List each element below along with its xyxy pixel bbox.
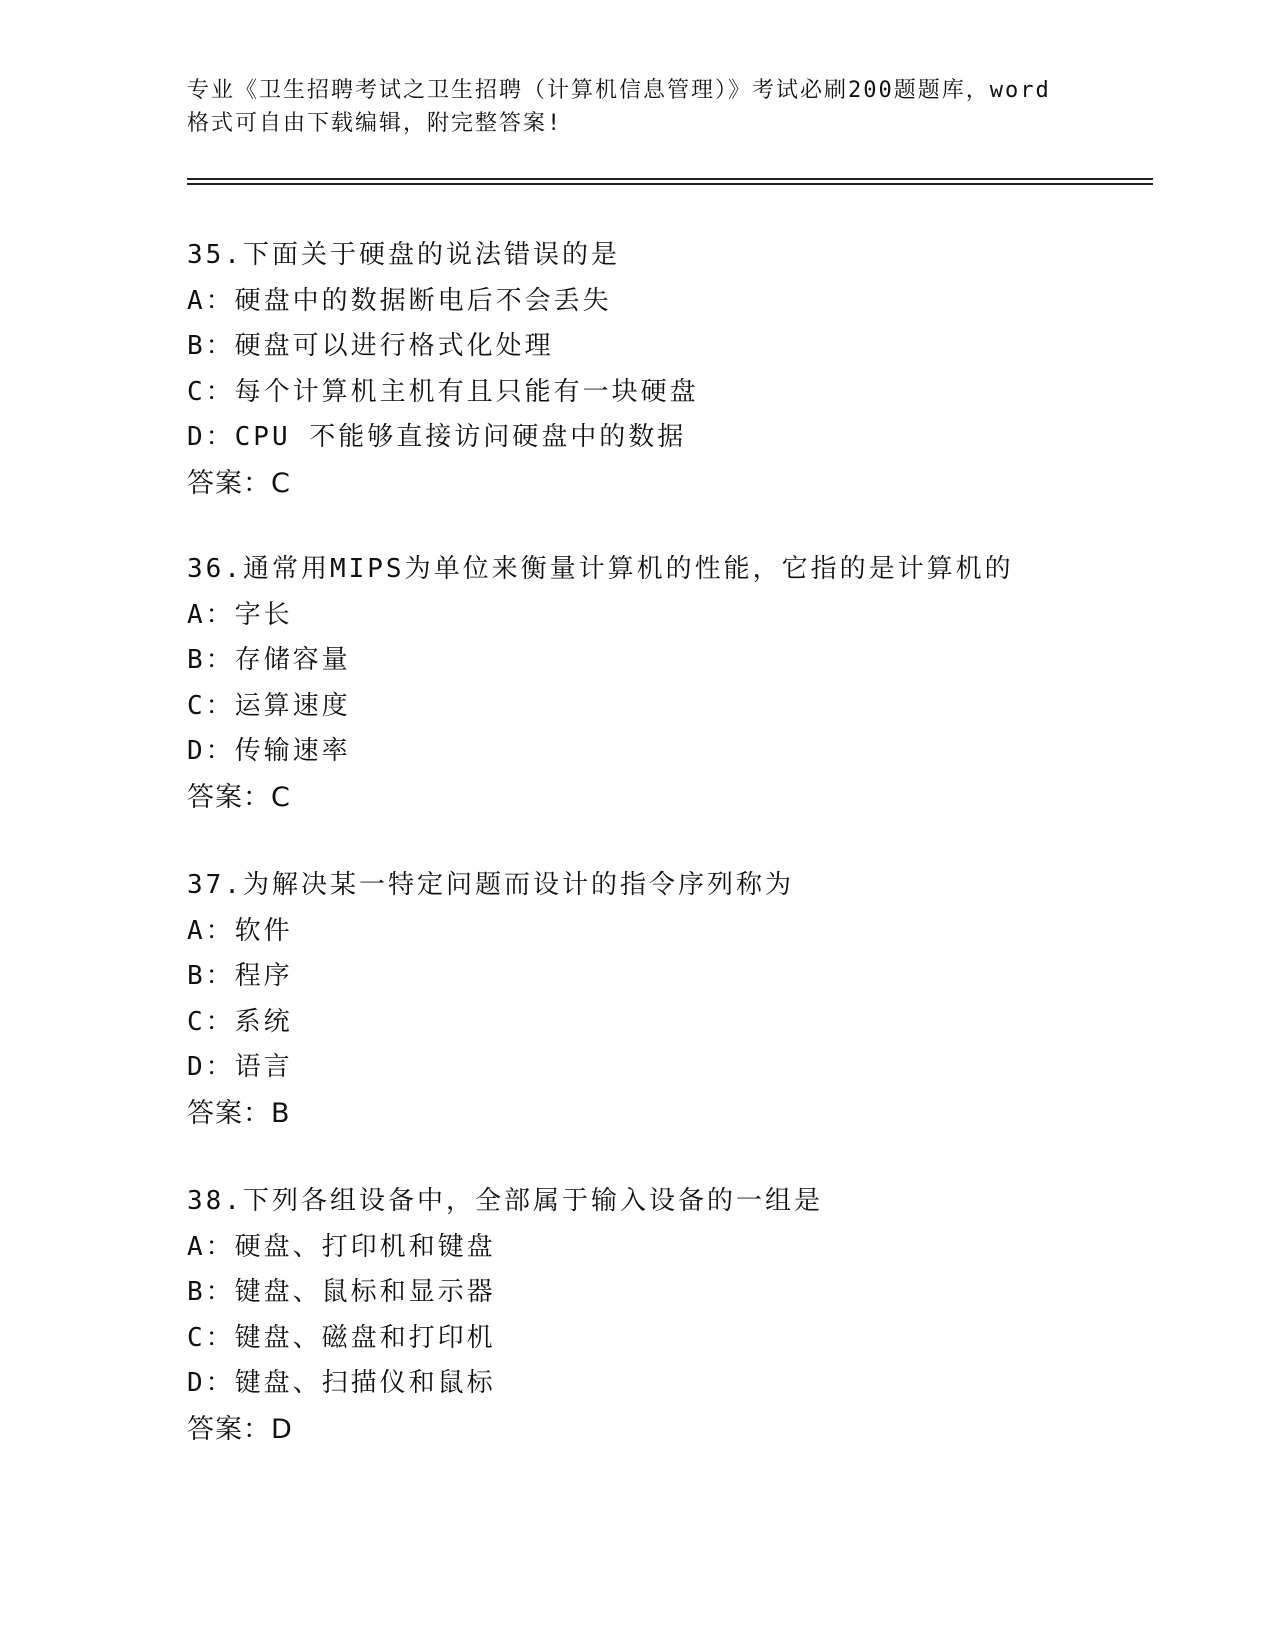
option-b: B：存储容量 (187, 645, 351, 675)
answer-value: C (271, 781, 291, 813)
document-header (187, 74, 1087, 140)
answer-label: 答案： (187, 781, 271, 813)
answer-value: B (271, 1097, 291, 1129)
question-stem: 38.下列各组设备中，全部属于输入设备的一组是 (187, 1186, 823, 1216)
option-c: C：键盘、磁盘和打印机 (187, 1322, 496, 1353)
answer-value: C (271, 467, 291, 499)
option-c: C：系统 (187, 1006, 293, 1037)
header-divider-top (187, 178, 1153, 180)
option-d: D：传输速率 (187, 736, 351, 766)
option-d: D：CPU 不能够直接访问硬盘中的数据 (187, 422, 687, 452)
answer-line (187, 1091, 1147, 1137)
option-b: B：程序 (187, 961, 293, 991)
option-a: A：字长 (187, 599, 293, 630)
question-stem: 36.通常用MIPS为单位来衡量计算机的性能，它指的是计算机的 (187, 554, 1014, 584)
option-a: A：硬盘、打印机和键盘 (187, 1231, 496, 1262)
question-38 (187, 1179, 1147, 1453)
option-c: C：每个计算机主机有且只能有一块硬盘 (187, 376, 699, 407)
answer-line (187, 1407, 1147, 1453)
header-line-1: 专业《卫生招聘考试之卫生招聘（计算机信息管理）》考试必刷200题题库，word (187, 78, 1051, 103)
answer-label: 答案： (187, 1097, 271, 1129)
header-divider-bottom (187, 183, 1153, 185)
option-d: D：语言 (187, 1052, 293, 1082)
question-36 (187, 547, 1147, 821)
answer-label: 答案： (187, 467, 271, 499)
answer-line (187, 775, 1147, 821)
option-a: A：软件 (187, 915, 293, 946)
question-stem: 37.为解决某一特定问题而设计的指令序列称为 (187, 870, 794, 900)
option-a: A：硬盘中的数据断电后不会丢失 (187, 285, 612, 316)
option-b: B：硬盘可以进行格式化处理 (187, 331, 554, 361)
question-37 (187, 863, 1147, 1137)
question-stem: 35.下面关于硬盘的说法错误的是 (187, 240, 620, 270)
header-line-2: 格式可自由下载编辑，附完整答案! (187, 111, 563, 136)
answer-line (187, 461, 1147, 507)
option-c: C：运算速度 (187, 690, 351, 721)
option-b: B：键盘、鼠标和显示器 (187, 1277, 496, 1307)
question-35 (187, 233, 1147, 507)
option-d: D：键盘、扫描仪和鼠标 (187, 1368, 496, 1398)
answer-value: D (271, 1413, 293, 1445)
answer-label: 答案： (187, 1413, 271, 1445)
